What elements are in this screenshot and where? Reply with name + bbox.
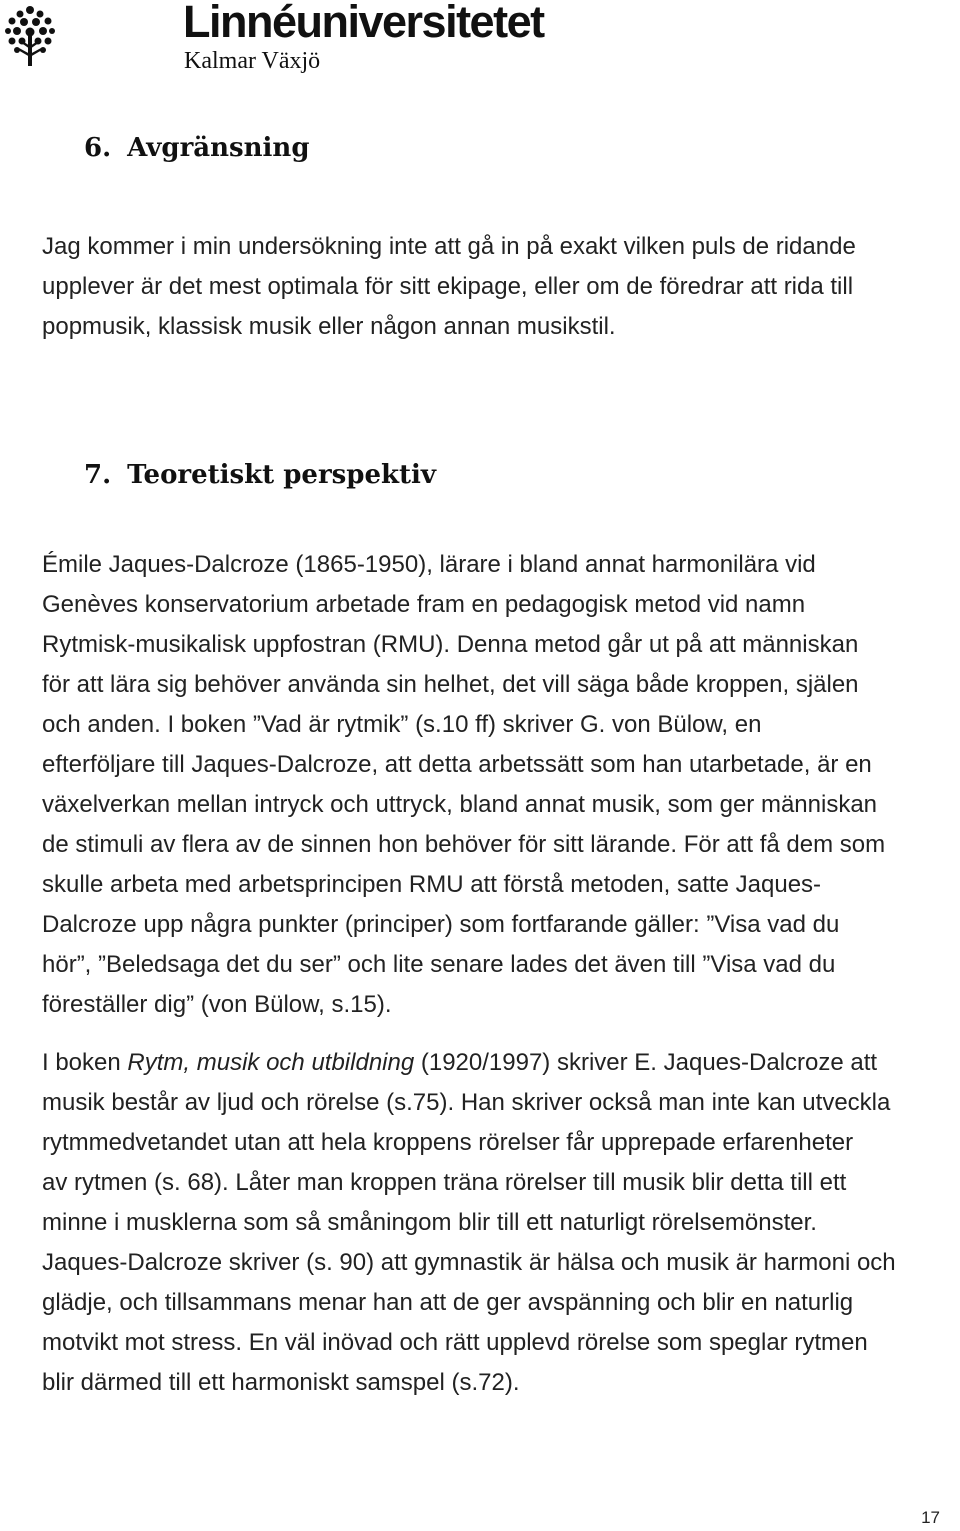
university-logo — [0, 0, 600, 90]
text-line: för att lära sig behöver använda sin helhet, det vill säga både kroppen, själen — [42, 671, 859, 698]
page-number: 17 — [921, 1508, 940, 1527]
text-line: glädje, och tillsammans menar han att de ger avspänning och blir en naturlig — [42, 1289, 854, 1316]
text-line: popmusik, klassisk musik eller någon annan musikstil. — [42, 313, 616, 340]
university-cities: Kalmar Växjö — [184, 48, 321, 74]
section-number: 6. — [84, 133, 112, 163]
section-title: Teoretiskt perspektiv — [127, 460, 437, 490]
text-line: Dalcroze upp några punkter (principer) som fortfarande gäller: ”Visa vad du — [42, 911, 840, 938]
text-line: skulle arbeta med arbetsprincipen RMU att förstå metoden, satte Jaques- — [42, 871, 822, 898]
book-title: Rytm, musik och utbildning — [127, 1049, 415, 1076]
text-line: Jaques-Dalcroze skriver (s. 90) att gymnastik är hälsa och musik är harmoni och — [42, 1249, 896, 1276]
text-line: motvikt mot stress. En väl inövad och rätt upplevd rörelse som speglar rytmen — [42, 1329, 868, 1356]
text-line: Rytmisk-musikalisk uppfostran (RMU). Denna metod går ut på att människan — [42, 631, 859, 658]
text-line: musik består av ljud och rörelse (s.75). Han skriver också man inte kan utveckla — [42, 1089, 891, 1116]
section-title: Avgränsning — [127, 133, 310, 163]
text-line: de stimuli av flera av de sinnen hon behöver för sitt lärande. För att få dem som — [42, 831, 886, 858]
text-line: efterföljare till Jaques-Dalcroze, att detta arbetssätt som han utarbetade, är en — [42, 751, 872, 778]
paragraph-avgransning — [42, 227, 960, 347]
text-line: av rytmen (s. 68). Låter man kroppen träna rörelser till musik blir detta till ett — [42, 1169, 847, 1196]
section-heading-teoretiskt-perspektiv — [84, 460, 436, 490]
text-line — [42, 1043, 960, 1083]
text-line: rytmmedvetandet utan att hela kroppens rörelser får upprepade erfarenheter — [42, 1129, 854, 1156]
text-line: föreställer dig” (von Bülow, s.15). — [42, 991, 392, 1018]
text-line: Émile Jaques-Dalcroze (1865-1950), lärare i bland annat harmonilära vid — [42, 551, 816, 578]
section-heading-avgransning — [84, 133, 310, 163]
text-segment: I boken — [42, 1049, 128, 1076]
university-name: Linnéuniversitetet — [183, 0, 544, 47]
text-line: minne i musklerna som så småningom blir till ett naturligt rörelsemönster. — [42, 1209, 817, 1236]
paragraph-rytm-musik-utbildning — [42, 1043, 960, 1403]
paragraph-dalcroze-intro — [42, 545, 960, 1025]
tree-logo-icon — [4, 4, 56, 66]
text-line: växelverkan mellan intryck och uttryck, bland annat musik, som ger människan — [42, 791, 878, 818]
text-line: blir därmed till ett harmoniskt samspel (s.72). — [42, 1369, 520, 1396]
text-line: upplever är det mest optimala för sitt ekipage, eller om de föredrar att rida till — [42, 273, 854, 300]
text-line: Jag kommer i min undersökning inte att gå in på exakt vilken puls de ridande — [42, 233, 856, 260]
text-line: hör”, ”Beledsaga det du ser” och lite senare lades det även till ”Visa vad du — [42, 951, 836, 978]
text-line: och anden. I boken ”Vad är rytmik” (s.10 ff) skriver G. von Bülow, en — [42, 711, 762, 738]
section-number: 7. — [84, 460, 112, 490]
text-line: Genèves konservatorium arbetade fram en pedagogisk metod vid namn — [42, 591, 806, 618]
text-segment: (1920/1997) skriver E. Jaques-Dalcroze att — [414, 1049, 878, 1076]
